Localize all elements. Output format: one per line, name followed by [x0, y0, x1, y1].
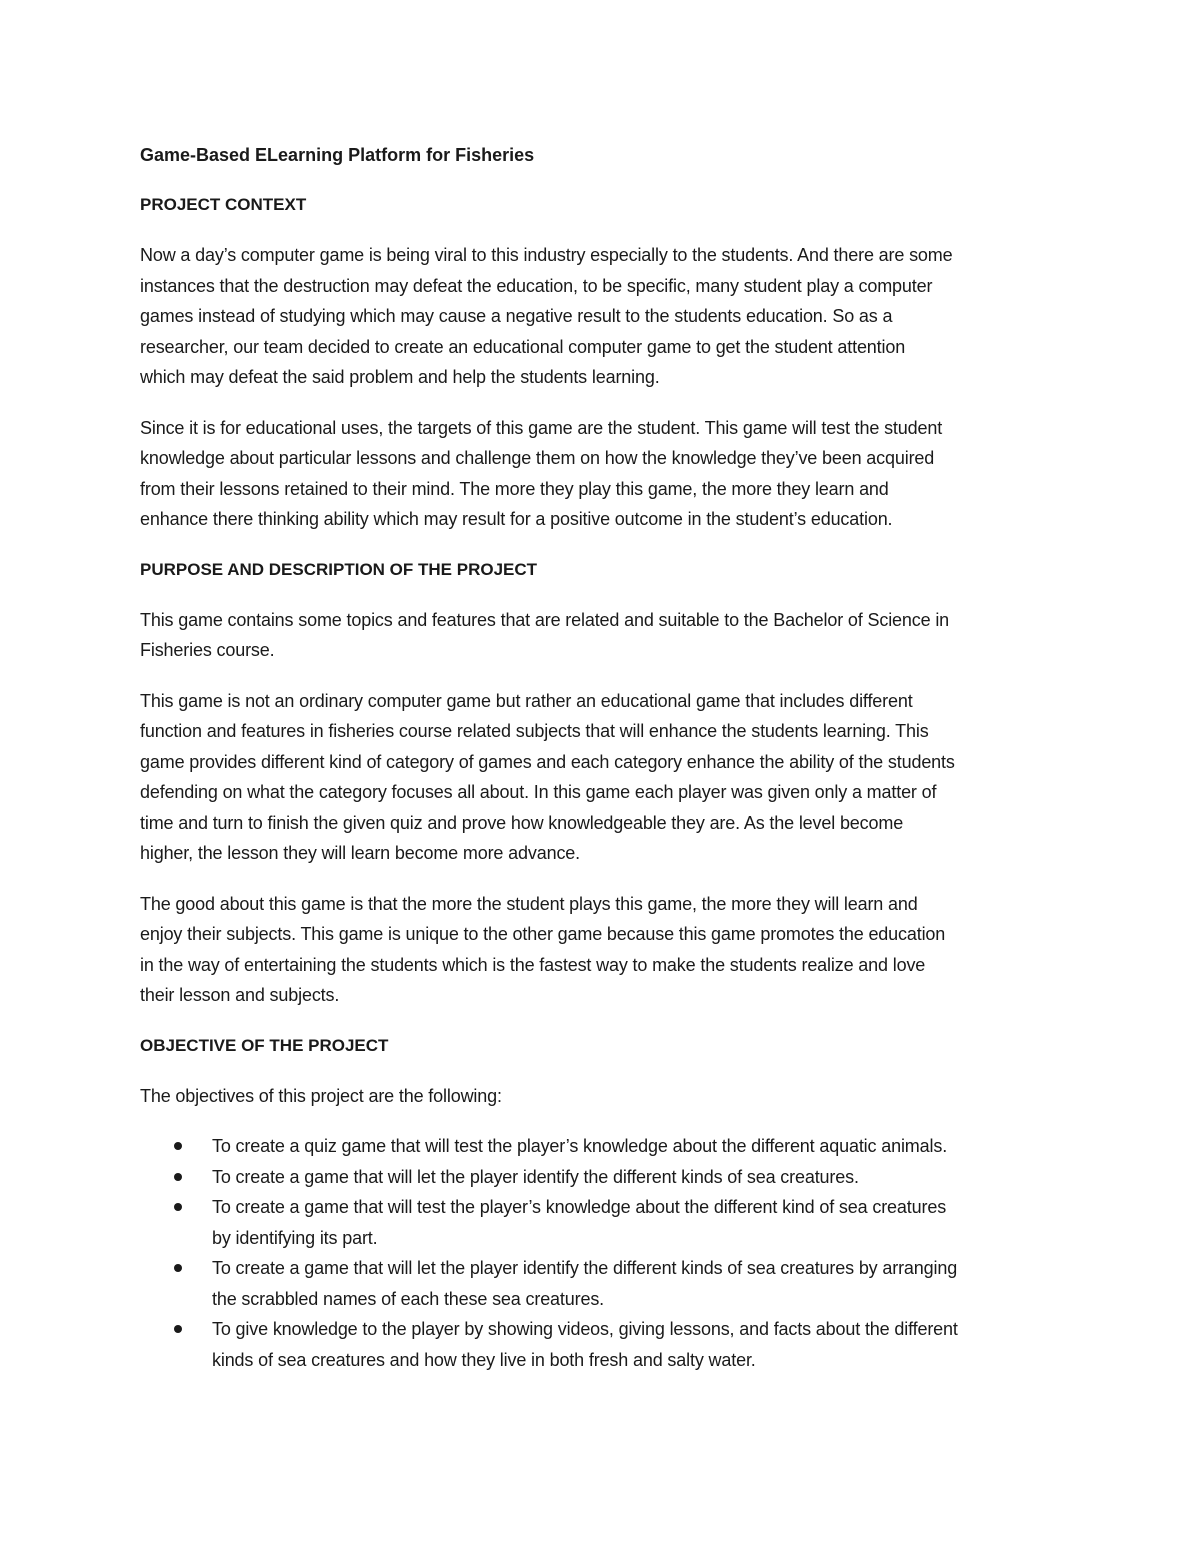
- text-line: Since it is for educational uses, the targets of this game are the student. This game will test the student: [140, 417, 943, 438]
- text-line: in the way of entertaining the students which is the fastest way to make the students realize and love: [140, 954, 926, 975]
- text-line: from their lessons retained to their mind. The more they play this game, the more they learn and: [140, 478, 889, 499]
- list-item: [140, 1253, 1065, 1314]
- list-item-text: the scrabbled names of each these sea creatures.: [212, 1288, 605, 1309]
- text-line: function and features in fisheries course related subjects that will enhance the students learning. This: [140, 721, 929, 741]
- document-title: Game-Based ELearning Platform for Fisheries: [140, 145, 535, 165]
- text-line: Now a day’s computer game is being viral to this industry especially to the students. And there are some: [140, 245, 953, 265]
- text-line: higher, the lesson they will learn become more advance.: [140, 843, 581, 863]
- paragraph: [140, 605, 1065, 666]
- bullet-icon: [174, 1264, 182, 1272]
- text-line: knowledge about particular lessons and challenge them on how the knowledge they’ve been acquired: [140, 448, 935, 468]
- list-item-text: To create a game that will let the player identify the different kinds of sea creatures by arranging: [212, 1258, 958, 1278]
- objectives-list: [140, 1131, 1065, 1375]
- list-item: [140, 1162, 1065, 1193]
- bullet-icon: [174, 1203, 182, 1211]
- list-item-text: by identifying its part.: [212, 1227, 378, 1248]
- text-line: defending on what the category focuses all about. In this game each player was given only a matter of: [140, 782, 937, 802]
- text-line: This game is not an ordinary computer game but rather an educational game that includes different: [140, 690, 913, 711]
- text-line: instances that the destruction may defeat the education, to be specific, many student play a computer: [140, 275, 933, 296]
- text-line: enjoy their subjects. This game is unique to the other game because this game promotes the education: [140, 924, 946, 944]
- document-body: [140, 190, 1065, 1375]
- paragraph: [140, 1081, 1065, 1112]
- text-line: enhance there thinking ability which may result for a positive outcome in the student’s education.: [140, 509, 893, 529]
- document-page: [140, 140, 1065, 1375]
- list-item-text: kinds of sea creatures and how they live in both fresh and salty water.: [212, 1349, 756, 1370]
- text-line: games instead of studying which may cause a negative result to the students education. So as a: [140, 306, 893, 326]
- text-line: Fisheries course.: [140, 640, 275, 660]
- bullet-icon: [174, 1142, 182, 1150]
- section-heading: OBJECTIVE OF THE PROJECT: [140, 1035, 389, 1055]
- list-item-text: To give knowledge to the player by showing videos, giving lessons, and facts about the different: [212, 1319, 958, 1339]
- text-line: time and turn to finish the given quiz and prove how knowledgeable they are. As the level become: [140, 812, 904, 833]
- bullet-icon: [174, 1173, 182, 1181]
- paragraph: [140, 686, 1065, 869]
- list-item-text: To create a game that will test the player’s knowledge about the different kind of sea creatures: [212, 1197, 947, 1217]
- paragraph: [140, 413, 1065, 535]
- text-line: The objectives of this project are the following:: [140, 1085, 502, 1106]
- paragraph: [140, 889, 1065, 1011]
- paragraph: [140, 240, 1065, 393]
- list-item: [140, 1131, 1065, 1162]
- list-item-text: To create a game that will let the player identify the different kinds of sea creatures.: [212, 1166, 859, 1187]
- bullet-icon: [174, 1325, 182, 1333]
- text-line: researcher, our team decided to create an educational computer game to get the student attention: [140, 336, 906, 357]
- text-line: their lesson and subjects.: [140, 985, 340, 1005]
- list-item-text: To create a quiz game that will test the player’s knowledge about the different aquatic animals.: [212, 1136, 948, 1156]
- text-line: This game contains some topics and features that are related and suitable to the Bachelor of Science in: [140, 609, 950, 630]
- text-line: which may defeat the said problem and help the students learning.: [140, 367, 660, 387]
- section-heading: PROJECT CONTEXT: [140, 195, 307, 214]
- list-item: [140, 1314, 1065, 1375]
- list-item: [140, 1192, 1065, 1253]
- text-line: game provides different kind of category of games and each category enhance the ability of the students: [140, 751, 955, 772]
- text-line: The good about this game is that the more the student plays this game, the more they will learn and: [140, 893, 918, 914]
- section-heading: PURPOSE AND DESCRIPTION OF THE PROJECT: [140, 559, 538, 579]
